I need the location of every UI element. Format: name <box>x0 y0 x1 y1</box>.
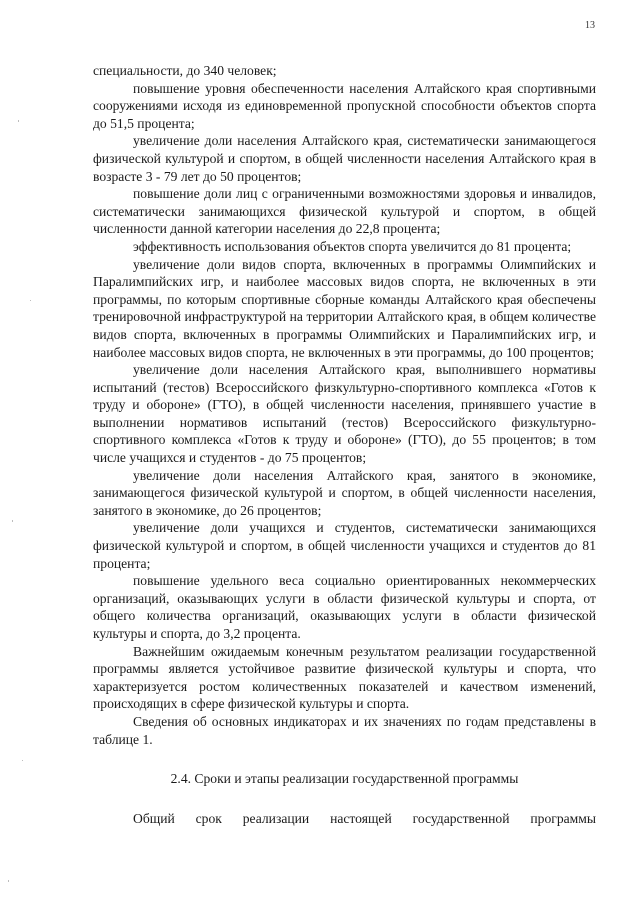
paragraph: повышение уровня обеспеченности населения Алтайского края спортивными сооружениями исходя из единовременной пропускной способности объектов спорта до 51,5 процента; <box>93 80 596 131</box>
page-number: 13 <box>585 20 595 31</box>
paragraph: увеличение доли видов спорта, включенных в программы Олимпийских и Паралимпийских игр, и наиболее массовых видов спорта, не включенных в эти программы, по которым спортивные сборные команды Алтайского края обеспечены тренировочной инфраструктурой на территории Алтайского края, в общем количестве видов спорта, включенных в программы Олимпийских и Паралимпийских игр, и наиболее массовых видов спорта, не включенных в эти программы, до 100 процентов; <box>93 256 596 360</box>
scan-artifact <box>18 120 19 122</box>
paragraph: увеличение доли учащихся и студентов, систематически занимающихся физической культурой и спортом, в общей численности учащихся и студентов до 81 процента; <box>93 520 596 571</box>
scan-artifact <box>8 880 9 882</box>
paragraph: эффективность использования объектов спорта увеличится до 81 процента; <box>133 238 572 254</box>
scan-artifact <box>22 760 23 761</box>
paragraph: Общий срок реализации настоящей государственной программы <box>133 810 596 826</box>
paragraph: повышение доли лиц с ограниченными возможностями здоровья и инвалидов, систематически занимающихся физической культурой и спортом, в общей численности данной категории населения до 22,8 процента; <box>93 186 596 237</box>
document-body <box>93 62 596 827</box>
paragraph: специальности, до 340 человек; <box>93 63 277 78</box>
paragraph: увеличение доли населения Алтайского края, систематически занимающегося физической культурой и спортом, в общей численности населения Алтайского края в возрасте 3 - 79 лет до 50 процентов; <box>93 133 596 184</box>
scan-artifact <box>12 520 13 522</box>
scan-artifact <box>30 300 31 301</box>
paragraph: Важнейшим ожидаемым конечным результатом реализации государственной программы является устойчивое развитие физической культуры и спорта, что характеризуется ростом количественных показателей и качеством изменений, происходящих в сфере физической культуры и спорта. <box>93 643 596 712</box>
paragraph: повышение удельного веса социально ориентированных некоммерческих организаций, оказывающих услуги в области физической культуры и спорта, от общего количества организаций, оказывающих услуги в области физической культуры и спорта, до 3,2 процента. <box>93 573 596 641</box>
paragraph: Сведения об основных индикаторах и их значениях по годам представлены в таблице 1. <box>93 713 596 747</box>
section-heading: 2.4. Сроки и этапы реализации государственной программы <box>170 771 519 787</box>
paragraph: увеличение доли населения Алтайского края, занятого в экономике, занимающегося физической культурой и спортом, в общей численности населения, занятого в экономике, до 26 процентов; <box>93 467 596 518</box>
paragraph: увеличение доли населения Алтайского края, выполнившего нормативы испытаний (тестов) Всероссийского физкультурно-спортивного комплекса «Готов к труду и обороне» (ГТО), в общей численности населения, принявшего участие в выполнении нормативов испытаний (тестов) Всероссийского физкультурно-спортивного комплекса «Готов к труду и обороне» (ГТО), до 55 процентов; в том числе учащихся и студентов - до 75 процентов; <box>93 362 596 466</box>
